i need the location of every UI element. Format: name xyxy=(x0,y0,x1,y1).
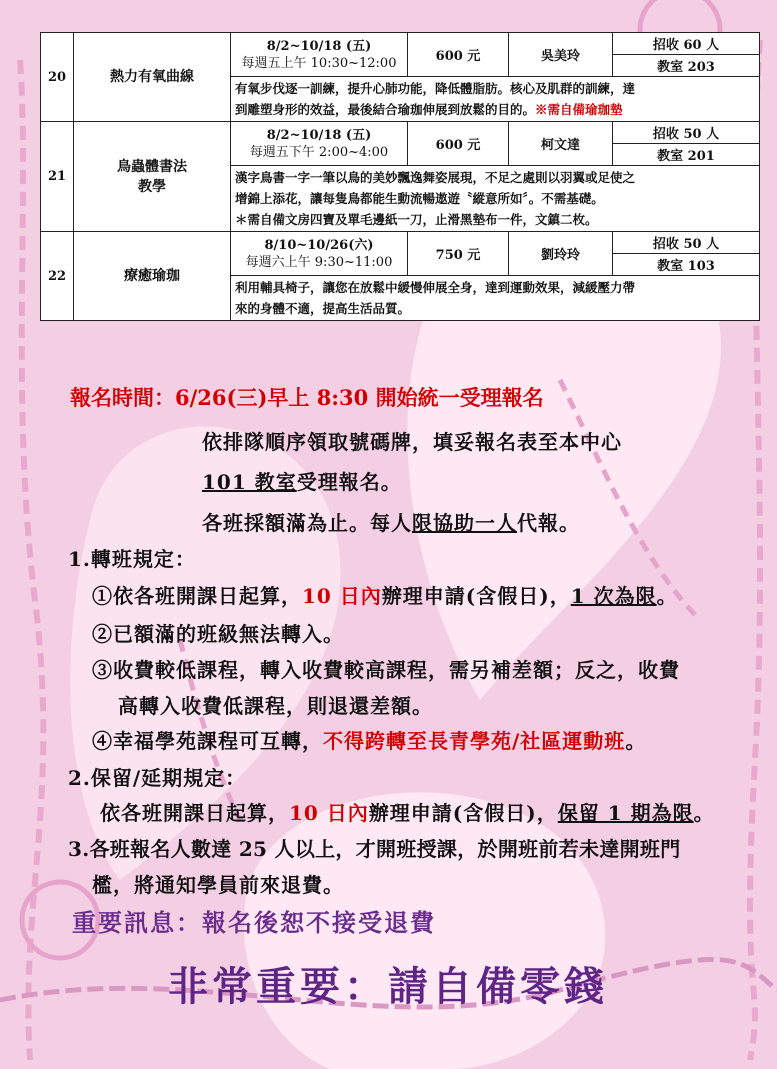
course-quota: 招收 50 人 xyxy=(613,232,760,254)
course-date-range: 8/10~10/26(六) xyxy=(264,237,374,253)
desc-line: 利用輔具椅子，讓您在放鬆中緩慢伸展全身，達到運動效果，減緩壓力帶 xyxy=(235,280,636,295)
rule-1a-red: 10 日內 xyxy=(302,584,382,608)
rule-1d xyxy=(92,725,646,754)
rule-1d-end: 。 xyxy=(625,729,647,753)
course-date-range: 8/2~10/18 (五) xyxy=(266,38,372,54)
important-notice: 重要訊息：報名後恕不接受退費 xyxy=(72,908,436,937)
rule-1d-pre: ④幸福學苑課程可互轉， xyxy=(92,729,323,753)
rule-1b: ②已額滿的班級無法轉入。 xyxy=(92,622,344,646)
registration-title: 報名時間：6/26(三)早上 8:30 開始統一受理報名 xyxy=(70,385,544,410)
rule-1c-line-2: 高轉入收費低課程，則退還差額。 xyxy=(118,694,433,718)
course-description xyxy=(231,77,760,122)
course-date-range: 8/2~10/18 (五) xyxy=(266,127,372,143)
course-fee: 600 元 xyxy=(408,122,509,166)
course-dates xyxy=(231,232,408,276)
rule-1-title: 1.轉班規定： xyxy=(68,547,196,571)
table-row xyxy=(41,33,760,55)
registration-line-3-underlined: 限協助一人 xyxy=(412,511,517,535)
rule-1c-line-1: ③收費較低課程，轉入收費較高課程，需另補差額；反之，收費 xyxy=(92,658,680,682)
registration-line-2 xyxy=(202,466,402,495)
course-number: 21 xyxy=(41,122,74,232)
course-teacher: 劉玲玲 xyxy=(509,232,613,276)
course-name xyxy=(74,122,231,232)
course-table xyxy=(40,32,760,321)
course-schedule: 每週六上午 9:30~11:00 xyxy=(245,254,393,270)
desc-line: 增錦上添花，讓每隻鳥都能生動流暢遨遊〝縱意所如〞。不需基礎。 xyxy=(235,191,604,206)
course-number: 22 xyxy=(41,232,74,321)
rule-1a-mid: 辦理申請(含假日)， xyxy=(381,584,571,608)
rule-1d-red: 不得跨轉至長青學苑/社區運動班 xyxy=(323,729,626,753)
course-name xyxy=(74,232,231,321)
course-quota: 招收 60 人 xyxy=(613,33,760,55)
registration-line-2-rest: 受理報名。 xyxy=(296,470,402,494)
rule-2-title: 2.保留/延期規定： xyxy=(68,766,247,790)
desc-line: ＊需自備文房四寶及單毛邊紙一刀，止滑黑墊布一件，文鎮二枚。 xyxy=(235,212,598,227)
registration-line-3-a: 各班採額滿為止。每人 xyxy=(202,511,412,535)
course-teacher: 柯文達 xyxy=(509,122,613,166)
course-name-line: 鳥蟲體書法 xyxy=(117,158,187,175)
course-schedule: 每週五下午 2:00~4:00 xyxy=(249,144,389,160)
registration-line-3 xyxy=(202,507,580,536)
course-room: 教室 201 xyxy=(613,144,760,166)
course-teacher: 吳美玲 xyxy=(509,33,613,77)
desc-note: ※需自備瑜珈墊 xyxy=(535,102,623,117)
rule-2a-end: 。 xyxy=(693,801,715,825)
desc-line: 到雕塑身形的效益，最後結合瑜珈伸展到放鬆的目的。 xyxy=(235,102,536,117)
table-row xyxy=(41,122,760,144)
course-dates xyxy=(231,33,408,77)
rule-2a-red: 10 日內 xyxy=(289,801,369,825)
rule-1a-pre: ①依各班開課日起算， xyxy=(92,584,302,608)
course-name-line: 教學 xyxy=(138,178,166,195)
desc-line: 來的身體不適，提高生活品質。 xyxy=(235,301,411,316)
rule-2a-mid: 辦理申請(含假日)， xyxy=(368,801,558,825)
rule-3-line-2: 檻，將通知學員前來退費。 xyxy=(92,873,344,897)
desc-line: 有氧步伐逐一訓練，提升心肺功能，降低體脂肪。核心及肌群的訓練，達 xyxy=(235,81,636,96)
rule-1a-underlined: 1 次為限 xyxy=(570,584,657,608)
desc-line: 漢字鳥書一字一筆以鳥的美妙飄逸舞姿展現，不足之處則以羽翼或足使之 xyxy=(235,170,636,185)
course-quota: 招收 50 人 xyxy=(613,122,760,144)
rule-2a-pre: 依各班開課日起算， xyxy=(100,801,289,825)
course-fee: 600 元 xyxy=(408,33,509,77)
registration-line-1: 依排隊順序領取號碼牌，填妥報名表至本中心 xyxy=(202,430,622,454)
rule-2a-underlined: 保留 1 期為限 xyxy=(557,801,694,825)
rule-3-line-1: 3.各班報名人數達 25 人以上，才開班授課，於開班前若未達開班門 xyxy=(68,837,681,861)
rule-1a-end: 。 xyxy=(656,584,678,608)
course-schedule: 每週五上午 10:30~12:00 xyxy=(241,55,397,71)
course-number: 20 xyxy=(41,33,74,122)
course-dates xyxy=(231,122,408,166)
rule-1a xyxy=(92,580,678,609)
course-fee: 750 元 xyxy=(408,232,509,276)
very-important-notice: 非常重要：請自備零錢 xyxy=(168,963,608,1010)
registration-room: 101 教室 xyxy=(202,470,297,494)
course-description xyxy=(231,166,760,232)
course-room: 教室 203 xyxy=(613,55,760,77)
course-name-line: 熱力有氧曲線 xyxy=(110,69,194,85)
course-description xyxy=(231,276,760,321)
registration-line-3-b: 代報。 xyxy=(517,511,580,535)
table-row xyxy=(41,232,760,254)
course-name-line: 療癒瑜珈 xyxy=(124,268,180,284)
course-name xyxy=(74,33,231,122)
course-room: 教室 103 xyxy=(613,254,760,276)
rule-2a xyxy=(100,797,715,826)
